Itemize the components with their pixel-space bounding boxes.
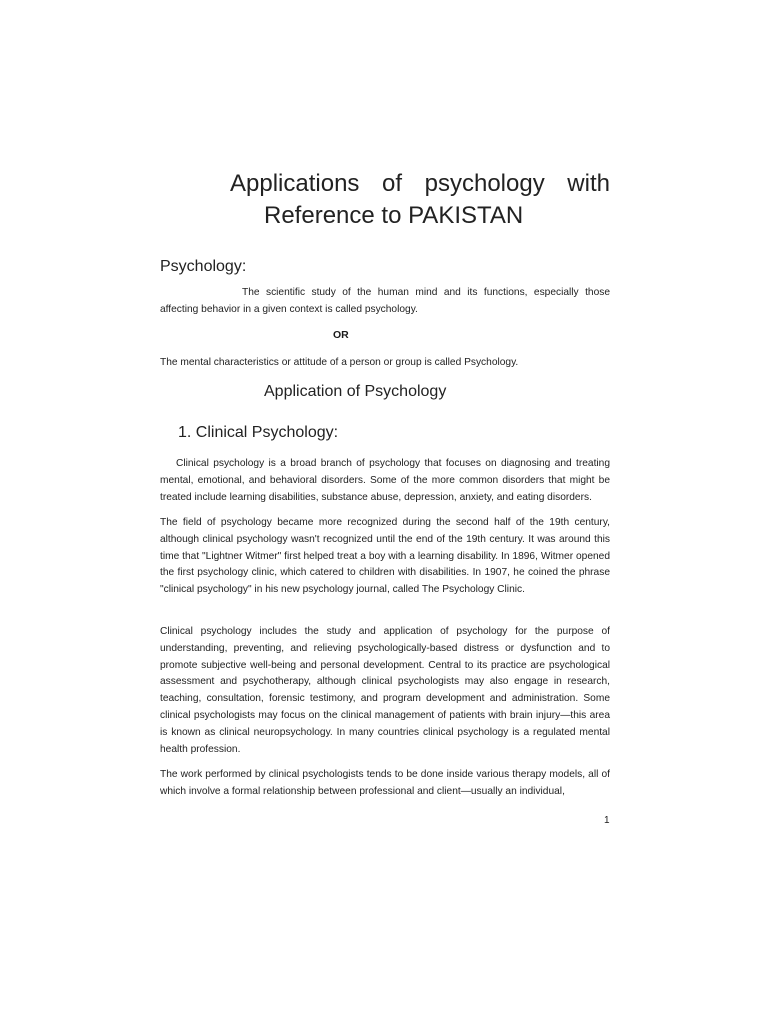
page-number: 1 xyxy=(604,815,610,826)
section-heading-application: Application of Psychology xyxy=(264,383,447,400)
document-title-line-1 xyxy=(230,168,610,200)
body-paragraph: Clinical psychology is a broad branch of psychology that focuses on diagnosing and treating mental, emotional, and behavioral disorders. Some of the more common disorders that might be treated include learning disabilities, substance abuse, depression, anxiety, and eating disorders. xyxy=(160,458,610,503)
title-word: Applications xyxy=(230,170,360,197)
document-title-line-2: Reference to PAKISTAN xyxy=(264,202,524,229)
body-paragraph: The field of psychology became more recognized during the second half of the 19th century, although clinical psychology wasn't recognized until the end of the 19th century. It was around this time that "Lightner Witmer" first helped treat a boy with a learning disability. In 1896, Witmer opened the first psychology clinic, which catered to children with disabilities. In 1907, he coined the phrase "clinical psychology" in his new psychology journal, called The Psychology Clinic. xyxy=(160,517,610,596)
title-word: psychology xyxy=(424,170,545,197)
subheading-clinical-psychology: 1. Clinical Psychology: xyxy=(178,424,339,441)
title-word: with xyxy=(567,170,610,197)
section-heading-psychology: Psychology: xyxy=(160,258,247,275)
title-word: of xyxy=(382,170,403,197)
body-paragraph: The work performed by clinical psychologists tends to be done inside various therapy models, all of which involve a formal relationship between professional and client—usually an individual, xyxy=(160,769,610,797)
psychology-alternate-definition: The mental characteristics or attitude of a person or group is called Psychology. xyxy=(160,357,519,368)
body-paragraph: Clinical psychology includes the study and application of psychology for the purpose of understanding, preventing, and relieving psychologically-based distress or dysfunction and to promote subjective well-being and personal development. Central to its practice are psychological assessment and psychotherapy, although clinical psychologists may also engage in research, teaching, consultation, forensic testimony, and program development and administration. Some clinical psychologists may focus on the clinical management of patients with brain injury—this area is known as clinical neuropsychology. In many countries clinical psychology is a regulated mental health profession. xyxy=(160,626,610,755)
or-separator: OR xyxy=(333,329,349,341)
psychology-definition: The scientific study of the human mind and its functions, especially those affecting behavior in a given context is called psychology. xyxy=(160,287,610,315)
